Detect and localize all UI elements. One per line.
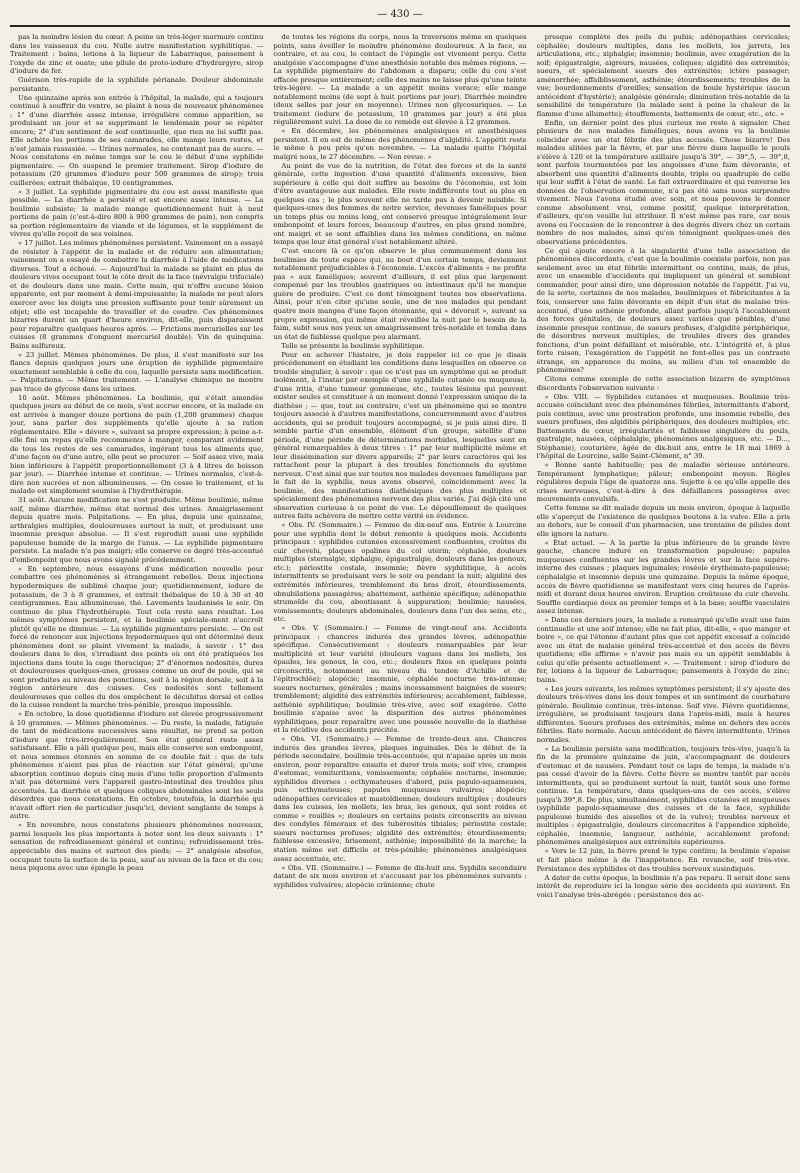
paragraph: « En octobre, la dose quotidienne d'iodure est élevée progressivement à 10 grammes. — Mêmes phénomènes. — Du reste, la malade, fatiguée de tant de médications successives sans résultat, ne prend sa potion d'iodure que très-irrégulièrement. Son état général reste assez satisfaisant. Elle a pâli quelque peu, mais elle conserve son embonpoint, et nous sommes étonnés en somme de ce double fait : que de tels phénomènes n'aient pas plus de réaction sur l'état général; qu'une absorption continue depuis cinq mois d'une telle proportion d'aliments n'ait pas déterminé vers l'appareil gastro-intestinal des troubles plus accentués. La diarrhée et quelques coliques abdominales sont les seuls désordres que nous constations. En octobre, toutefois, la diarrhée qui n'avait offert rien de particulier jusqu'ici, devient sanglante de temps à autre. [10,710,264,821]
paragraph: « Dans ces derniers jours, la malade a remarqué qu'elle avait une faim continuelle et une soif intense; elle ne fait plus, dit-elle, « que manger et boire », ce qui l'étonne d'autant plus que cet appétit excessif a coïncidé avec un état de malaise général très-accentué et des accès de fièvre quotidiens; elle affirme « n'avoir pas mais eu un appétit semblable à celui qu'elle présente actuellement ». — Traitement : sirop d'iodure de fer, lotions à la liqueur de Labarraque; pansements à l'oxyde de zinc; bains. [536,616,790,684]
paragraph: « Bonne santé habituelle; pas de maladie sérieuse antérieure. Tempérament lymphatique; pâleur; embonpoint moyen. Règles régulières depuis l'âge de quatorze ans. Sujette à ce qu'elle appelle des crises nerveuses, c'est-à-dire à des défaillances passagères avec mouvements convulsifs. [536,461,790,504]
paragraph: « Vers le 12 juin, la fièvre prend le type continu; la boulimie s'apaise et fait place même à de l'inappétence. En revanche, soif très-vive. Persistance des syphilides et des troubles nerveux susindiqués. [536,847,790,873]
paragraph: presque complète des poils du pubis; adénopathies cervicales; céphalée; douleurs multiples, dans les mollets, les jarrets, les articulations, etc.; xiphalgie; insomnie; boulimie, avec exagération de la soif; épigastralgie, aigreurs, nausées, coliques; algidité des extrémités; sueurs, et spécialement sueurs des extrémités; ictère passager; aménorrhée; affaiblissement, asthénie; étourdissements; troubles de la vue; bourdonnements d'oreilles; sensation de boule hystérique (aucun antécédent d'hystérie); analgésie générale; diminution très-notable de la sensibilité de température (la malade sent à peine la chaleur de la flamme d'une allumette); étouffements, battements de cœur, etc., etc. » [536,33,790,118]
column-middle [273,33,526,1173]
paragraph: « 3 juillet. La syphilide pigmentaire du cou est aussi manifeste que possible. — La diarrhée a persisté et est encore assez intense. — La boulimie subsiste; la malade mange quotidiennement huit à neuf portions de pain (c'est-à-dire 800 à 900 grammes de pain), non compris sa portion réglementaire de viande et de légumes, et le supplément de vivres qu'elle reçoit de ses voisines. [10,187,264,239]
paragraph: « 17 juillet. Les mêmes phénomènes persistent. Vainement on a essayé de résister à l'appétit de la malade et de réduire son alimentation; vainement on a essayé de combattre la diarrhée à l'aide de médications diverses. Tout a échoué. — Aujourd'hui la malade se plaint en plus de douleurs vives occupant tout le côté droit de la face (névralgie trifaciale) et de douleurs dans une main. Cette main, qui n'offre aucune lésion apparente, est par moment à demi-impuissante; la malade ne peut alors exercer avec les doigts une pression suffisante pour tenir sûrement un objet; elle est incapable de travailler et de coudre. Ces phénomènes bizarres durent un quart d'heure environ, dit-elle, puis disparaissent pour reparaître quelques heures après. — Frictions mercurielles sur les cuisses (8 grammes d'onguent mercuriel double). Vin de quinquina. Bains sulfureux. [10,239,264,350]
paragraph: pas la moindre lésion du cœur. A peine un très-léger murmure continu dans les vaisseaux du cou. Nulle autre manifestation syphilitique. — Traitement : bains, lotions à la liqueur de Labarraque, pansement à l'oxyde de zinc et ouate; une pilule de proto-iodure d'hydrargyre, sirop d'iodure de fer. [10,33,264,76]
page-number: — 430 — [377,9,423,20]
paragraph: 31 août. Aucune modification ne s'est produite. Même boulimie, même soif, même diarrhée, même état normal des urines. Amaigrissement depuis quatre mois. Palpitations. — En plus, depuis une quinzaine, arthralgies multiples, douloureuses surtout la nuit, et produisant une insomnie presque absolue. — Il s'est reproduit aussi une syphilide papuleuse humide de la marge de l'anus. — La syphilide pigmentaire persiste. La malade n'a pas maigri; elle conserve ce degré très-accentué d'embonpoint que nous avons signalé précédemment. [10,496,264,564]
paragraph: « Obs. IV. (Sommaire.) — Femme de dix-neuf ans. Entrée à Lourcine pour une syphilis dont le début remonte à quelques mois. Accidents principaux : syphilides cutanées excessivement confluentes, croûtes du cuir chevelu, plaques opalines du col utérin; céphalée, douleurs multiples (sternalgie, xiphalgie, épigastralgie, douleurs dans les genoux, etc.); périostite costale, insomnie; fièvre syphilitique, à accès intermittents se produisant vers le soir ou pendant la nuit; algidité des extrémités inférieures, tremblement du bras droit, étourdissements, obnubilations passagères; abattement, asthénie spécifique; adénopathie strumoïde du cou, aboutissant à suppuration; boulimie; nausées, vomissements; douleurs abdominales, douleurs dans l'un des seins, etc., etc. [273,521,527,624]
paragraph: Ce qui ajoute encore à la singularité d'une telle association de phénomènes discordants, c'est que la boulimie coexiste parfois, non pas seulement avec un état fébrile intermittent ou continu, mais, de plus, avec un ensemble d'accidents qui impliquent un général et semblent commander, pour ainsi dire, une dépression notable de l'appétit. J'ai vu, de la sorte, certaines de nos malades, boulimiques et fébricitantes à la fois, conserver une faim dévorante en dépit d'un état de malaise très-accentué, d'une asthénie profonde, allant parfois jusqu'à l'accablement des forces génitales, de douleurs assez variées que pénibles, d'une insomnie presque continue, de sueurs profuses, d'algidité périphérique, de désordres nerveux multiples, de troubles divers des grandes fonctions, d'un point défaillant et misérable, etc. L'intégrité et, à plus forte raison, l'exagération de l'appétit ne font-elles pas un contraste étrange, en apparence du moins, au milieu d'un tel ensemble de phénomènes? [536,246,790,375]
paragraph: Guérison très-rapide de la syphilide périanale. Douleur abdominale persistante. [10,76,264,93]
paragraph: Pour en achever l'histoire, je dois rappeler ici ce que je disais précédemment en étudiant les conditions dans lesquelles on observe ce trouble singulier, à savoir : que ce n'est pas un symptôme qui se produit isolément, à l'instar par exemple d'une syphilide cutanée ou muqueuse, d'une iritis, d'une tumeur gommeuse, etc., toutes lésions qui peuvent exister seules et constituer à un moment donné l'expression unique de la diathèse ; — que, tout au contraire, c'est un phénomène qui se montre toujours associé à d'autres manifestations, concurremment avec d'autres accidents, qui se produit toujours accompagné, si je puis ainsi dire. Il semble partie d'un ensemble, élément d'un groupe, satellite d'une période, d'une période de déterminations morbides, lesquelles sont en général remarquables à deux titres : 1° par leur multiplicité même et leur dissémination sur divers appareils; 2° par leurs caractères qui les rattachent pour la plupart à des troubles fonctionnels du système nerveux. C'est ainsi que sur toutes nos malades devenues faméliques par le fait de la syphilis, nous avons observé, coïncidemment avec la boulimie, des manifestations diathésiques des plus multiples et spécialement des phénomènes nerveux des plus variés. J'ai déjà cité une observation curieuse à ce point de vue. Le dépouillement de quelques autres faits achèvera de mettre cette vérité en évidence. [273,350,527,521]
paragraph: « 23 juillet. Mêmes phénomènes. De plus, il s'est manifesté sur les flancs depuis quelques jours une éruption de syphilide pigmentaire exactement semblable à celle du cou, laquelle persiste sans modification. — Palpitations. — Même traitement. — L'analyse chimique ne montre pas trace de glycose dans les urines. [10,350,264,393]
header-rule [10,25,790,27]
paragraph: « État actuel. — A la partie la plus inférieure de la grande lèvre gauche, chancre induré en transformation papuleuse; papules muqueuses confluentes sur les grandes lèvres et sur la face supéro-interne des cuisses ; plaques inguinales; roséole érythémato-papuleuse; céphalalgie et insomnie depuis une quinzaine. Depuis la même époque, accès de fièvre quotidienne se manifestant vers cinq heures de l'après-midi et durant deux heures environ. Éruption croûteuse du cuir chevelu. Souffle cardiaque doux au premier temps et à la base; souffle vasculaire assez intense. [536,538,790,616]
column-left [10,33,263,1173]
column-right [537,33,790,1173]
paragraph: 10 août. Mêmes phénomènes. La boulimie, qui s'était amendée quelques jours au début de ce mois, s'est accrue encore, et la malade en est arrivée à manger douze portions de pain (1,200 grammes) chaque jour, sans parler des suppléments qu'elle ajoute à sa ration réglementaire. Elle « dévore », suivant sa propre expression; à peine a-t-elle fini un repas qu'elle recommence à manger, comparant avidement de tous les restes de ses camarades, ingérant tous les aliments que, d'une façon ou d'une autre, elle peut se procurer. — Soif assez vive, mais bien inférieure à l'appétit proportionnellement (3 à 4 litres de boisson par jour). — Diarrhée intense et continue. — Urines normales, c'est-à-dire non sucrées et non albumineuses. — On cesse le traitement, et la malade est simplement soumise à l'hydrothérapie. [10,393,264,496]
paragraph: « Les jours suivants, les mêmes symptômes persistent; il s'y ajoute des douleurs très-vives dans les deux tempes et un sentiment de courbature générale. Boulimie continue, très-intense. Soif vive. Fièvre quotidienne, irrégulière, se produisant toujours dans l'après-midi, mais à heures différentes. Sueurs profuses des extrémités, même en dehors des accès fébriles. Rate normale. Aucun antécédent de fièvre intermittente. Urines normales. [536,684,790,744]
paragraph: « En novembre, nous constatons plusieurs phénomènes nouveaux, parmi lesquels les plus importants à noter sont les deux suivants : 1° sensation de refroidissement général et continu; refroidissement très-appréciable des mains et surtout des pieds; — 2° analgésie absolue, occupant toute la surface de la peau, sauf au niveau de la face et du cou; nous piquons avec une épingle la peau [10,821,264,873]
text-columns [10,33,790,1173]
paragraph: A dater de cette époque, la boulimie n'a pas reparu. Il serait donc sans intérêt de reproduire ici la longue série des accidents qui suivirent. En voici l'analyse très-abrégée : persistance des ac- [536,873,790,899]
paragraph: Citons comme exemple de cette association bizarre de symptômes discordants l'observation suivante : [536,375,790,392]
paragraph: « Obs. VIII. — Syphilides cutanées et muqueuses. Boulimie très-accusée coïncidant avec des phénomènes fébriles, intermittents d'abord, puis continus, avec une prostration profonde, une insomnie rebelle, des sueurs profuses, des algidités périphériques, des douleurs multiples, etc. Battements de cœur, irrégularités et faiblesse singulière du pouls, gastralgie, nausées, céphalalgie, phénomènes analgésiques, etc. — D..., Stéphanie), couturière, âgée de dix-huit ans, entre le 18 mai 1869 à l'hôpital de Lourcine, salle Saint-Clément, n° 39. [536,392,790,461]
paragraph: « En septembre, nous essayons d'une médication nouvelle pour combattre ces phénomènes si étrangement rebelles. Deux injections hypodermiques de sublimé chaque jour; quotidiennement, iodure de potassium, de 3 à 8 grammes, et extrait thébaïque de 10 à 30 et 40 centigrammes. Eau albumineuse, thé. Lavements laudanisés le soir. On continue de plus l'hydrothérapie. Tout cela reste sans résultat. Les mêmes symptômes persistent, et la boulimie spéciale-ment n'accroît plutôt qu'elle ne diminue. — La syphilide pigmentaire persiste. — On est forcé de renoncer aux injections hypodermiques qui ont déterminé deux phénomènes dont se plaint vivement la malade, à savoir : 1° des douleurs dans le dos, s'irradiant des points où ont été pratiquées les injections dans toute la cage thoracique; 2° d'énormes nodosités, dures et douloureuses quelques-unes, grosses comme un œuf de poule, qui se sont produites au niveau des ponctions, soit à la région dorsale, soit à la région antérieure des cuisses. Ces nodosités sont tellement douloureuses que celles du dos empêchent le décubitus dorsal et celles de la cuisse rendent la marche très-pénible, presque impossible. [10,564,264,710]
paragraph: « Obs. VII. (Sommaire.) — Femme de dix-huit ans. Syphilis secondaire datant de six mois environ et s'accusant par les phénomènes suivants : syphilides vulvaires; alopécie crânienne; chute [273,863,527,889]
paragraph: C'est encore là ce qu'on observe le plus communément dans les boulimies de toute espèce qui, au bout d'un certain temps, deviennent notablement préjudiciables à l'économie. L'excès d'aliments « ne profite pas » aux faméliques; souvent d'ailleurs, il est plus que largement compensé par les troubles gastriques ou intestinaux qu'il ne manque guère de produire. C'est ce dont témoignent toutes nos observations. Ainsi, pour n'en citer qu'une seule, une de nos malades qui pendant quatre mois mangea d'une façon étonnante, qui « dévorait », suivant sa propre expression, qui même était réveillée la nuit par le besoin de la faim, subit sous nos yeux un amaigrissement très-notable et tomba dans un état de faiblesse quelque peu alarmant. [273,247,527,341]
paragraph: Une quinzaine après son entrée à l'hôpital, la malade, qui a toujours continué à souffrir du ventre, se plaint à nous de nouveaux phénomènes : 1° d'une diarrhée assez intense, irrégulière comme apparition, se produisant un jour et se supprimant le lendemain pour se répéter encore; 2° d'un sentiment de soif continuelle, que rien ne lui suffit pas. Elle achète les portions de ses camarades, elle mange leurs restes, et n'est jamais rassasiée. — Urines normales, ne contenant pas de sucre. — Nous constatons en même temps sur le cou le début d'une syphilide pigmentaire. — On suspend le premier traitement. Sirop d'iodure de potassium (20 grammes d'iodure pour 500 grammes de sirop); trois cuillerées; extrait thébaïque, 10 centigrammes. [10,93,264,187]
paragraph: « Obs. VI. (Sommaire.) — Femme de trente-deux ans. Chancres indurés des grandes lèvres, plaques inguinales. Dès le début de la période secondaire, boulimie très-accentuée, qui n'apaise après un mois environ, pour reparaître ensuite et durer trois mois; soif vive, crampes d'estomac, vomituritions, vomissements; céphalée nocturne, insomnie; syphilides diverses : ecthymateuses d'abord, puis papulo-squameuses, puis ecthymateuses; papules muqueuses vulvaires; alopécie; adénopathies cervicales et mastoïdiennes; douleurs multiples ; douleurs dans les cuisses, les mollets, les bras, les genoux, qui sont roides et comme « rouillés »; douleurs en certains points circonscrits au niveau des condyles fémoraux et des tubérosités tibiales; périostite costale; sueurs nocturnes profuses; algidité des extrémités; étourdissements; faiblesse excessive, brisement, asthénie; impossibilité de la marche; la station même est difficile et très-pénible; phénomènes analgésiques assez accentués, etc. [273,735,527,863]
paragraph: Cette femme se dit malade depuis un mois environ, époque à laquelle elle s'aperçut de l'existence de quelques boutons à la vulve. Elle a pris au dehors, sur le conseil d'un pharmacien, une trentaine de pilules dont elle ignore la nature. [536,504,790,538]
paragraph: « Obs. V. (Sommaire.) — Femme de vingt-neuf ans. Accidents principaux : chancres indurés des grandes lèvres, adénopathie spécifique. Consécutivement : douleurs remarquables par leur multiplicité et leur variété (douleurs vagues dans les mollets, les épaules, les genoux, le cou, etc.; douleurs fixes en quelques points circonscrits, notamment au niveau du tendon d'Achille et de l'épitrochlée); alopécie; insomnie, céphalée nocturne très-intense; sueurs nocturnes, générales ; mains incessamment baignées de sueurs; tremblement; algidité des extrémités inférieures; accablement, faiblesse, asthénie syphilitique; boulimie très-vive, avec soif exagérée. Cette boulimie s'apaise avec la disparition des autres phénomènes syphilitiques, pour reparaître avec une poussée nouvelle de la diathèse et la récidive des accidents précités. [273,624,527,735]
paragraph: Telle se présente la boulimie syphilitique. [281,341,425,350]
paragraph: Au point de vue de la nutrition, de l'état des forces et de la santé générale, cette ingestion d'une quantité d'aliments excessive, bien supérieure à celle qui doit suffire au besoins de l'économie, est loin d'être avantageuse aux malades. Elle reste indifférente tout au plus en quelques cas ; le plus souvent elle ne tarde pas à devenir nuisible. Si quelques-unes des femmes de notre service, devenues faméliques pour un temps plus ou moins long, ont conservé presque intégralement leur embonpoint et leurs forces, beaucoup d'autres, en plus grand nombre, ont maigri et se sont affaiblies dans les mêmes conditions, en même temps que leur état général s'est notablement altéré. [273,161,527,247]
paragraph: « En décembre, les phénomènes analgésiques et anesthésiques persistent. Il en est de même des phénomènes d'algidité. L'appétit reste le même à peu près qu'en novembre. — La malade quitte l'hôpital malgré nous, le 27 décembre. — Non revue. » [273,127,527,161]
paragraph: de toutes les régions du corps, nous la traversons même en quelques points, sans éveiller le moindre phénomène douloureux. A la face, au contraire, et au cou, le contact de l'épingle est vivement perçu. Cette analgésie s'accompagne d'une anesthésie notable des mêmes régions. — La syphilide pigmentaire de l'abdomen a disparu; celle du cou s'est effacée presque entièrement; celle des mains ne laisse plus qu'une teinte très-légère. — La malade a un appétit moins vorace; elle mange notablement moins (de sept à huit portions par jour). Diarrhée moindre (deux selles par jour en moyenne). Urines non glycosuriques. — Le traitement (iodure de potassium, 10 grammes par jour) a été plus régulièrement suivi. La dose de ce remède est élevée à 12 grammes. [273,33,527,127]
paragraph: Enfin, un dernier point des plus curieux me reste à signaler. Chez plusieurs de nos malades faméliques, nous avons vu la boulimie coïncider avec un état fébrile des plus accusés. Chose bizarre! Des malades alitées par la fièvre, et par une fièvre dans laquelle le pouls s'élève à 120 et la température axillaire jusqu'à 39°, — 39°,5, — 39°,8, sont parfois tourmentées par les angoisses d'une faim dévorante, et absorbent une quantité d'aliments double, triple ou quadruple de celle qui leur suffit à l'état de santé. Le fait extraordinaire et qui renverse les données de l'observation commune, n'a pas été sans nous surprendre vivement. Nous l'avons étudié avec soin, et nous pouvons le donner comme absolument vrai, comme positif, quelque interprétation, d'ailleurs, qu'on veuille lui attribuer. Il n'est même pas rare, car nous avons eu l'occasion de le rencontrer à des degrés divers chez un certain nombre de nos malades, ainsi qu'en témoignent quelques-unes des observations précédentes. [536,118,790,246]
paragraph: « La boulimie persiste sans modification, toujours très-vive, jusqu'à la fin de la première quinzaine de juin, s'accompagnant de douleurs d'estomac et de nausées. Pendant tout ce laps de temps, la malade n'a pas cessé d'avoir de la fièvre. Cette fièvre se montre tantôt par accès intermittents, qui se produisent surtout la nuit, tantôt sous une forme continue. La température, dans quelques-uns de ces accès, s'élève jusqu'à 39°,8. De plus, simultanément, syphilides cutanées et muqueuses (syphilide papulo-squameuse des cuisses et de la face, syphilide papuleuse humide des aisselles et de la vulve); troubles nerveux et multiples : épigastralgie, douleurs circonscrites à l'appendice xiphoïde, céphalée, insomnie, langueur, asthénie, accablement profond; phénomènes analgésiques aux extrémités supérieures. [536,744,790,847]
